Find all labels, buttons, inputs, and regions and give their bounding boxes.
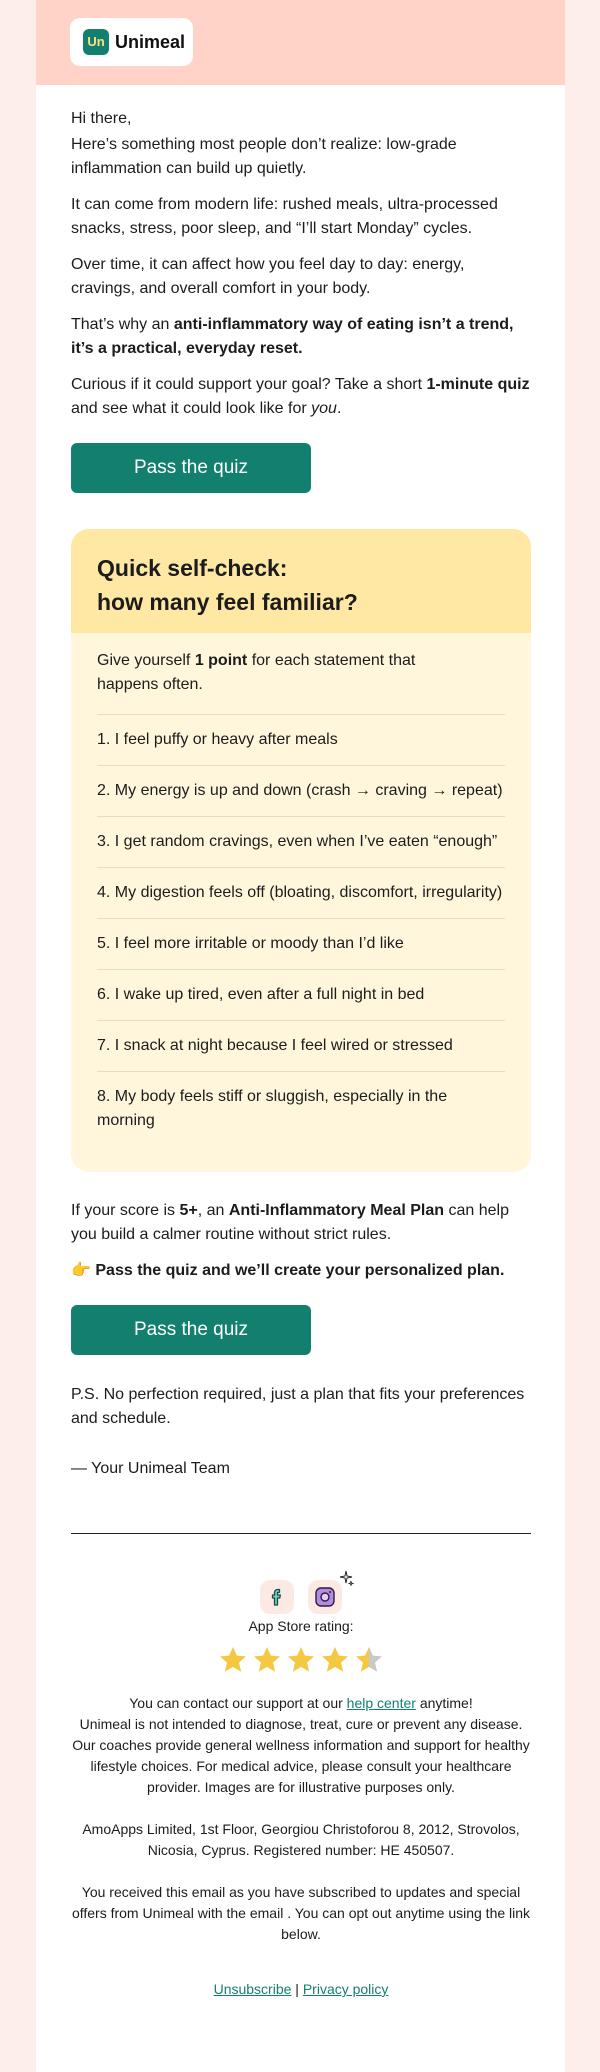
paragraph-score (71, 1199, 531, 1247)
app-store-rating-label: App Store rating: (248, 1618, 354, 1634)
self-check-item-2: 2. My energy is up and down (crash → craving → repeat) (97, 765, 505, 816)
quiz-invite-mid: and see what it could look like for (71, 400, 312, 417)
score-tail: can help you build a calmer routine without strict rules. (71, 1202, 509, 1243)
support-line (71, 1693, 531, 1714)
pass-quiz-button-bottom[interactable]: Pass the quiz (71, 1305, 311, 1355)
footer-links (71, 1979, 531, 2000)
rating-star-shape (220, 1647, 246, 1672)
support-tail: anytime! (415, 1695, 473, 1711)
facebook-icon[interactable] (260, 1580, 294, 1614)
paragraph-pointer (71, 1259, 531, 1283)
rating-star-shape (254, 1647, 280, 1672)
facebook-glyph (265, 1585, 289, 1609)
app-store-rating-stars (71, 1645, 531, 1675)
self-check-title (71, 529, 531, 633)
brand-name: Unimeal (115, 31, 186, 52)
email-container (36, 0, 565, 2072)
score-lead: If your score is (71, 1202, 180, 1219)
score-mid: , an (197, 1202, 229, 1219)
unsubscribe-link[interactable]: Unsubscribe (213, 1981, 292, 1997)
self-check-item-4: 4. My digestion feels off (bloating, discomfort, irregularity) (97, 867, 505, 918)
self-check-item-3: 3. I get random cravings, even when I’ve eaten “enough” (97, 816, 505, 867)
quiz-invite-lead: Curious if it could support your goal? Take a short (71, 376, 427, 393)
quiz-invite-end: . (336, 400, 342, 417)
quiz-invite-emphasis: you (311, 400, 337, 417)
paragraph-reset-bold: anti-inflammatory way of eating isn’t a trend, it’s a practical, everyday reset. (71, 316, 514, 357)
self-check-item-6: 6. I wake up tired, even after a full night in bed (97, 969, 505, 1020)
rating-star-icon (286, 1645, 316, 1675)
self-check-item-1: 1. I feel puffy or heavy after meals (97, 714, 505, 765)
self-check-title-line1: Quick self-check: (97, 555, 288, 581)
signoff: — Your Unimeal Team (71, 1460, 230, 1477)
paragraph-causes: It can come from modern life: rushed meals, ultra-processed snacks, stress, poor sleep, and “I’ll start Monday” cycles. (71, 196, 498, 237)
instagram-glyph (312, 1584, 338, 1610)
footer-link-separator: | (291, 1981, 303, 1997)
greeting: Hi there, (71, 110, 132, 127)
pointer-text: Pass the quiz and we’ll create your personalized plan. (95, 1262, 505, 1279)
paragraph-intro: Here’s something most people don’t realize: low-grade inflammation can build up quietly. (71, 136, 457, 177)
paragraph-effects: Over time, it can affect how you feel day to day: energy, cravings, and overall comfort in your body. (71, 256, 465, 297)
footer-divider (71, 1533, 531, 1534)
self-check-item-5: 5. I feel more irritable or moody than I’d like (97, 918, 505, 969)
self-check-intro-bold: 1 point (194, 652, 248, 669)
help-center-link[interactable]: help center (346, 1695, 416, 1711)
rating-star-icon (218, 1645, 248, 1675)
unimeal-logo-icon: Un (83, 29, 109, 55)
sparkle-icon (338, 1570, 354, 1586)
rating-star-shape (356, 1647, 382, 1672)
rating-star-icon (320, 1645, 350, 1675)
paragraph-reset (71, 313, 531, 361)
score-plan-name: Anti-Inflammatory Meal Plan (228, 1202, 445, 1219)
pass-quiz-button-top[interactable]: Pass the quiz (71, 443, 311, 493)
privacy-policy-link[interactable]: Privacy policy (302, 1981, 389, 1997)
instagram-icon[interactable] (308, 1580, 342, 1614)
self-check-body (71, 633, 531, 1172)
quiz-invite-bold: 1-minute quiz (426, 376, 530, 393)
postscript: P.S. No perfection required, just a plan that fits your preferences and schedule. (71, 1386, 525, 1427)
paragraph-reset-lead: That’s why an (71, 316, 174, 333)
brand-logo[interactable] (70, 18, 193, 66)
self-check-item-8: 8. My body feels stiff or sluggish, especially in the morning (97, 1071, 505, 1146)
paragraph-quiz-invite (71, 373, 531, 421)
social-links (71, 1580, 531, 1616)
company-address: AmoApps Limited, 1st Floor, Georgiou Christoforou 8, 2012, Strovolos, Nicosia, Cyprus. Registered number: HE 450507. (82, 1821, 520, 1858)
rating-star-icon (252, 1645, 282, 1675)
self-check-intro (97, 649, 457, 697)
self-check-intro-tail: for each statement that happens often. (97, 652, 416, 693)
self-check-item-7: 7. I snack at night because I feel wired or stressed (97, 1020, 505, 1071)
pointing-hand-icon: 👉 (71, 1262, 91, 1279)
email-footer (71, 1580, 531, 2000)
rating-star-icon (354, 1645, 384, 1675)
rating-star-shape (322, 1647, 348, 1672)
rating-star-shape (288, 1647, 314, 1672)
self-check-intro-lead: Give yourself (97, 652, 195, 669)
email-header (36, 0, 565, 85)
disclaimer: Unimeal is not intended to diagnose, treat, cure or prevent any disease. Our coaches provide general wellness information and support for healthy lifestyle choices. For medical advice, please consult your healthcare provider. Images are for illustrative purposes only. (72, 1716, 530, 1795)
support-lead: You can contact our support at our (129, 1695, 347, 1711)
email-body (71, 85, 531, 1493)
subscription-notice: You received this email as you have subscribed to updates and special offers from Unimeal with the email . You can opt out anytime using the link below. (71, 1884, 531, 1942)
score-threshold: 5+ (179, 1202, 198, 1219)
self-check-title-line2: how many feel familiar? (97, 589, 358, 615)
self-check-card (71, 529, 531, 1172)
